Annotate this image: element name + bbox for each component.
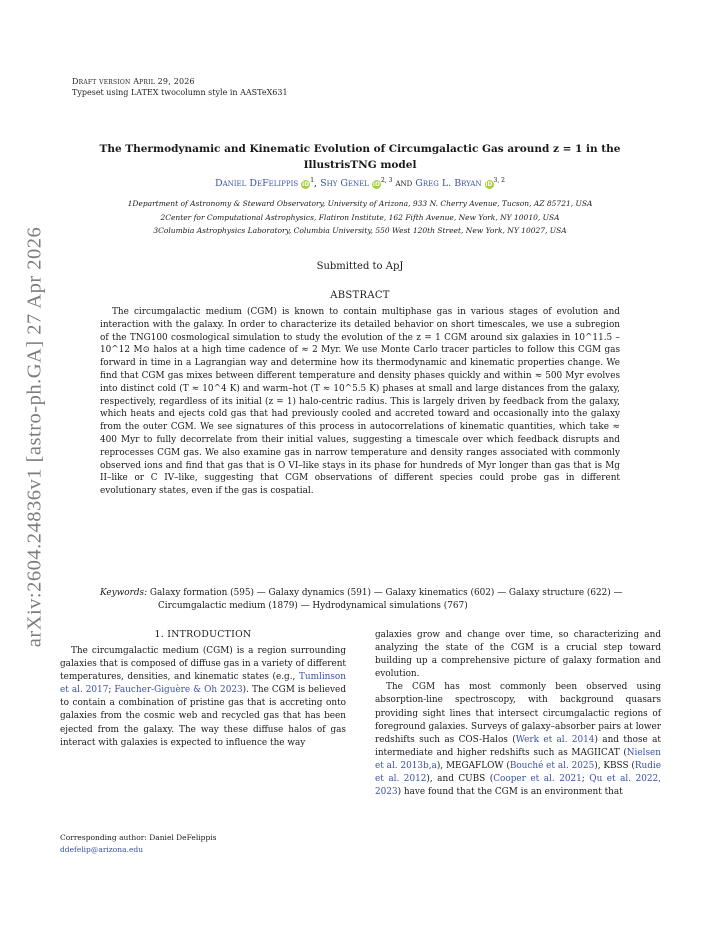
author-affil-mark: 1 — [310, 177, 315, 184]
citation-link[interactable]: Faucher-Giguère & Oh 2023 — [114, 685, 243, 696]
citation-link[interactable]: Werk et al. 2014 — [515, 734, 595, 745]
author-name[interactable]: Daniel DeFelippis — [215, 178, 299, 190]
arxiv-identifier: arXiv:2604.24836v1 [astro-ph.GA] 27 Apr 2026 — [23, 226, 46, 648]
body-column-right — [375, 629, 661, 799]
abstract-text: The circumgalactic medium (CGM) is known to contain multiphase gas in various stages of evolution and interaction with the galaxy. In order to characterize its detailed behavior on short timescales, we use a subregion of the TNG100 cosmological simulation to study the evolution of the z = 1 CGM around six galaxies in 10^11.5 – 10^12 M⊙ halos at a high time cadence of ≈ 2 Myr. We use Monte Carlo tracer particles to follow this CGM gas forward in time in a Lagrangian way and determine how its thermodynamic and kinematic properties change. We find that CGM gas mixes between different temperature and density phases quickly and within ≈ 500 Myr evolves into distinct cold (T ≈ 10^4 K) and warm–hot (T ≈ 10^5.5 K) phases at small and large distances from the galaxy, respectively, regardless of its initial (z = 1) halo-centric radius. This is largely driven by feedback from the galaxy, which heats and ejects cold gas that had previously cooled and accreted toward and occasionally into the galaxy from the outer CGM. We see signatures of this process in autocorrelations of kinematic quantities, which take ≈ 400 Myr to fully decorrelate from their initial values, suggesting a timescale over which feedback disrupts and reprocesses CGM gas. We also examine gas in narrow temperature and density ranges associated with commonly observed ions and find that gas that is O VI–like stays in its phase for hundreds of Myr longer than gas that is Mg II–like or C IV–like, suggesting that CGM observations of different species could probe gas in different evolutionary states, even if the gas is cospatial. — [100, 307, 620, 497]
submission-note: Submitted to ApJ — [316, 261, 404, 272]
citation-link[interactable]: Nielsen et al. 2013b,a — [375, 747, 661, 771]
body-column-left — [60, 645, 346, 750]
author-name[interactable]: Greg L. Bryan — [415, 178, 482, 190]
author-affil-mark: 3, 2 — [493, 177, 505, 184]
author-name[interactable]: Shy Genel — [320, 178, 369, 190]
body-text: ; — [108, 685, 115, 696]
keywords-list: Galaxy formation (595) — Galaxy dynamics (591) — Galaxy kinematics (602) — Galaxy structure (622) — Circumgalactic medium (1879) — Hydrodynamical simulations (767) — [149, 588, 623, 611]
draft-date: Draft version April 29, 2026 — [72, 77, 195, 86]
body-text: The CGM has most commonly been observed using absorption-line spectroscopy, with background quasars providing sight lines that intersect circumgalactic regions of foreground galaxies. Surveys of galaxy–absorber pairs at lower redshifts such as COS-Halos ( — [375, 682, 661, 745]
orcid-icon[interactable]: iD — [302, 181, 310, 189]
corresponding-author: Corresponding author: Daniel DeFelippis — [60, 833, 217, 842]
body-text: ) and those at intermediate and higher redshifts such as MAGIICAT ( — [375, 734, 661, 758]
body-text: ) have found that the CGM is an environment that — [397, 787, 623, 798]
typeset-note: Typeset using LATEX twocolumn style in AASTeX631 — [72, 88, 288, 97]
body-paragraph: galaxies grow and change over time, so characterizing and analyzing the state of the CGM is a crucial step toward building up a comprehensive picture of galaxy formation and evolution. — [375, 630, 661, 680]
orcid-icon[interactable]: iD — [372, 181, 380, 189]
body-text: The circumgalactic medium (CGM) is a region surrounding galaxies that is composed of diffuse gas in a variety of different temperatures, densities, and kinematic states (e.g., — [60, 646, 346, 683]
page-header — [72, 76, 288, 98]
affiliation: 3Columbia Astrophysics Laboratory, Columbia University, 550 West 120th Street, New York, NY 10027, USA — [153, 226, 567, 235]
citation-link[interactable]: Bouché et al. 2025 — [509, 760, 595, 771]
body-text: ; — [581, 774, 590, 785]
citation-link[interactable]: Qu et al. 2022, 2023 — [375, 774, 661, 798]
author-list: Daniel DeFelippis $iD^1$, Shy Genel iD$^{2, 3}$ and Greg L. Bryan iD$^{3, 2}$ — [215, 177, 505, 190]
footnote — [60, 832, 217, 856]
paper-title: The Thermodynamic and Kinematic Evolution of Circumgalactic Gas around z = 1 in the IllustrisTNG model — [99, 143, 621, 171]
keywords — [100, 587, 678, 613]
affiliations — [80, 197, 640, 238]
author-conjunction: and — [395, 178, 413, 190]
section-heading: 1. INTRODUCTION — [154, 629, 252, 640]
citation-link[interactable]: Cooper et al. 2021 — [493, 774, 582, 785]
body-text: ). The CGM is believed to contain a combination of pristine gas that is accreting onto galaxies from the cosmic web and recycled gas that has been ejected from the galaxy. The way these diffuse halos of gas interact with galaxies is expected to influence the way — [60, 685, 346, 748]
author-affil-mark: 2, 3 — [380, 177, 393, 184]
body-text: ), and CUBS ( — [426, 774, 494, 785]
abstract-heading: ABSTRACT — [330, 290, 390, 301]
orcid-icon[interactable]: iD — [485, 181, 493, 189]
email-link[interactable]: ddefelip@arizona.edu — [60, 845, 144, 854]
affiliation: 1Department of Astronomy & Steward Observatory, University of Arizona, 933 N. Cherry Avenue, Tucson, AZ 85721, USA — [127, 199, 593, 208]
citation-link[interactable]: Tumlinson et al. 2017 — [60, 672, 346, 696]
arxiv-sidebar — [10, 226, 60, 648]
citation-link[interactable]: Rudie et al. 2012 — [375, 760, 662, 785]
body-text: ), KBSS ( — [594, 760, 635, 771]
body-text: ), MEGAFLOW ( — [436, 760, 510, 771]
affiliation: 2Center for Computational Astrophysics, Flatiron Institute, 162 Fifth Avenue, New York, NY 10010, USA — [160, 212, 560, 222]
keywords-label: Keywords: — [100, 588, 148, 598]
body-paragraph — [375, 681, 661, 799]
